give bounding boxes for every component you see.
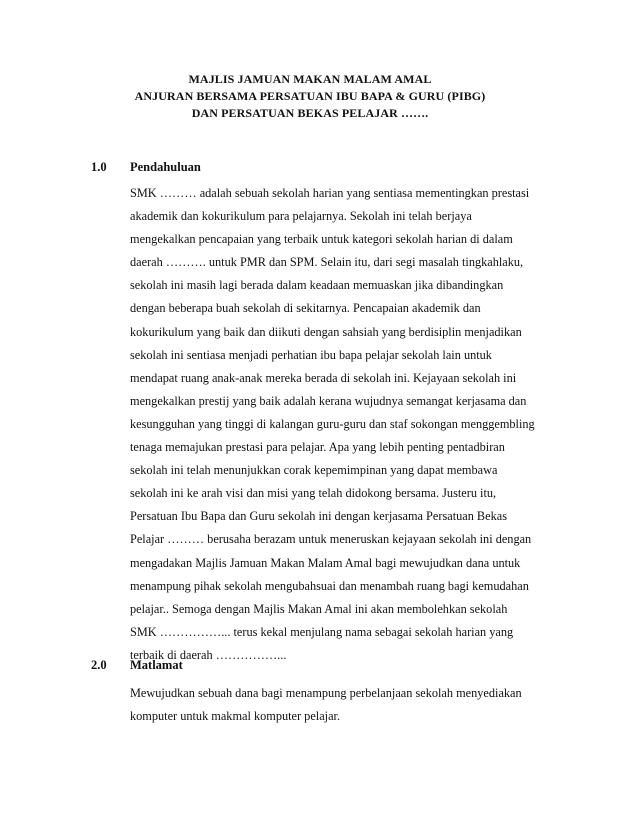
section-heading: Pendahuluan xyxy=(130,160,201,174)
paragraph-line: daerah ………. untuk PMR dan SPM. Selain itu, dari segi masalah tingkahlaku, xyxy=(130,255,524,270)
paragraph-line: SMK ……………... terus kekal menjulang nama sebagai sekolah harian yang xyxy=(130,624,514,639)
section-number: 2.0 xyxy=(91,658,107,672)
paragraph-line: terbaik di daerah ……………... xyxy=(130,647,287,662)
paragraph-line: tenaga memajukan prestasi para pelajar. Apa yang lebih penting pentadbiran xyxy=(130,440,505,455)
paragraph-line: dengan beberapa buah sekolah di sekitarnya. Pencapaian akademik dan xyxy=(130,301,481,316)
section-number: 1.0 xyxy=(91,160,107,174)
paragraph-line: kesungguhan yang tinggi di kalangan guru-guru dan staf sokongan menggembling xyxy=(130,416,535,431)
paragraph-line: sekolah ini masih lagi berada dalam keadaan memuaskan jika dibandingkan xyxy=(130,278,504,293)
paragraph-line: sekolah ini telah menunjukkan corak kepemimpinan yang dapat membawa xyxy=(130,463,498,478)
paragraph-line: kokurikulum yang baik dan diikuti dengan sahsiah yang berdisiplin menjadikan xyxy=(130,324,522,339)
section-heading: Matlamat xyxy=(130,658,183,672)
paragraph-line: menampung pihak sekolah mengubahsuai dan menambah ruang bagi kemudahan xyxy=(130,578,529,593)
paragraph-line: mengekalkan prestij yang baik adalah kerana wujudnya semangat kerjasama dan xyxy=(130,393,527,408)
title-line-2: ANJURAN BERSAMA PERSATUAN IBU BAPA & GURU (PIBG) xyxy=(134,89,486,103)
section-matlamat-body xyxy=(130,682,550,728)
title-line-3: DAN PERSATUAN BEKAS PELAJAR ……. xyxy=(191,106,429,120)
paragraph-line: Persatuan Ibu Bapa dan Guru sekolah ini dengan kerjasama Persatuan Bekas xyxy=(130,509,507,524)
paragraph-line: sekolah ini sentiasa menjadi perhatian ibu bapa pelajar sekolah lain untuk xyxy=(130,347,492,362)
paragraph-line: komputer untuk makmal komputer pelajar. xyxy=(130,709,341,724)
paragraph-line: mengadakan Majlis Jamuan Makan Malam Amal bagi mewujudkan dana untuk xyxy=(130,555,521,570)
paragraph-line: pelajar.. Semoga dengan Majlis Makan Amal ini akan membolehkan sekolah xyxy=(130,601,508,616)
title-line-1: MAJLIS JAMUAN MAKAN MALAM AMAL xyxy=(188,72,432,86)
paragraph-line: sekolah ini ke arah visi dan misi yang telah didokong bersama. Justeru itu, xyxy=(130,486,497,501)
paragraph-line: akademik dan kokurikulum para pelajarnya. Sekolah ini telah berjaya xyxy=(130,209,472,224)
section-pendahuluan-body xyxy=(130,182,550,667)
paragraph-line: SMK ……… adalah sebuah sekolah harian yang sentiasa mementingkan prestasi xyxy=(130,186,530,200)
document-title xyxy=(60,71,560,122)
paragraph-line: Mewujudkan sebuah dana bagi menampung perbelanjaan sekolah menyediakan xyxy=(130,686,522,700)
paragraph-line: mendapat ruang anak-anak mereka berada di sekolah ini. Kejayaan sekolah ini xyxy=(130,370,517,385)
paragraph-line: Pelajar ……… berusaha berazam untuk meneruskan kejayaan sekolah ini dengan xyxy=(130,532,532,547)
paragraph-line: mengekalkan pencapaian yang terbaik untuk kategori sekolah harian di dalam xyxy=(130,232,513,247)
